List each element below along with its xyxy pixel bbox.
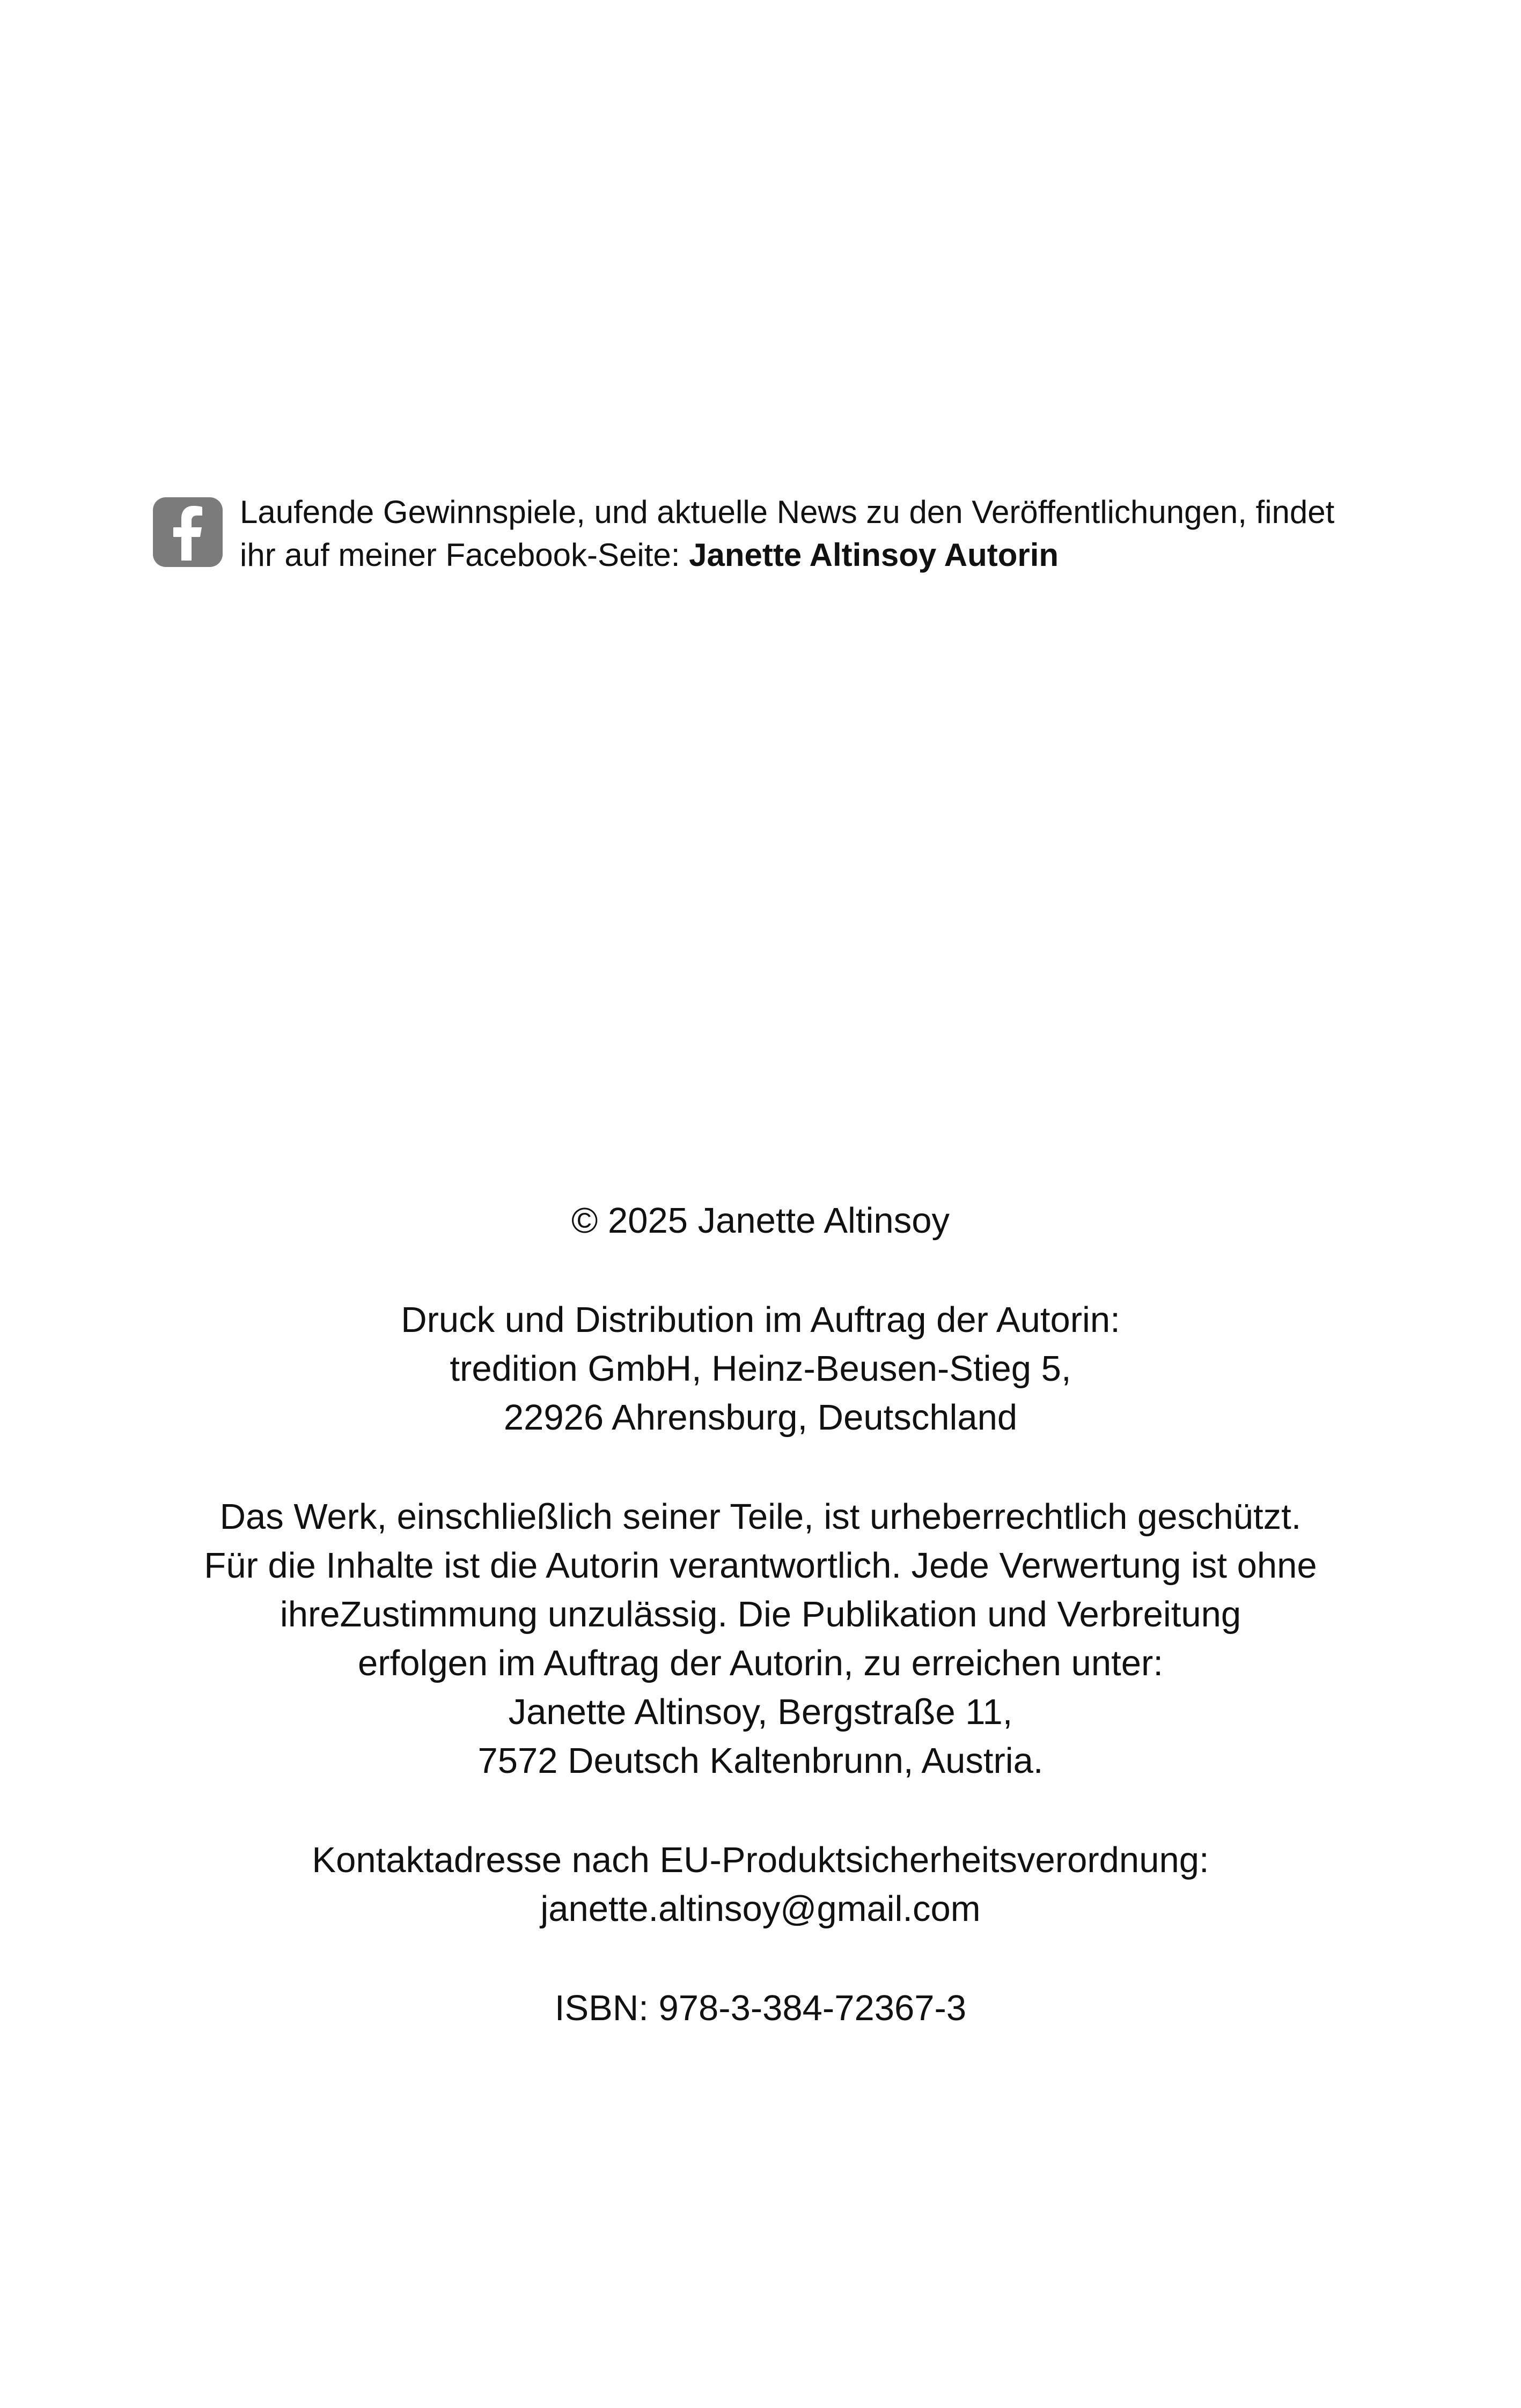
rights-line-1: Das Werk, einschließlich seiner Teile, ist urheberrechtlich geschützt. <box>219 1497 1302 1537</box>
facebook-icon <box>153 497 223 567</box>
facebook-notice-line-1: Laufende Gewinnspiele, und aktuelle News zu den Veröffentlichungen, findet <box>240 494 1335 530</box>
rights-line-2: Für die Inhalte ist die Autorin verantwortlich. Jede Verwertung ist ohne <box>204 1545 1317 1586</box>
printing-line-2: tredition GmbH, Heinz-Beusen-Stieg 5, <box>450 1349 1071 1389</box>
facebook-notice-line-2 <box>240 534 1420 577</box>
printing-line-3: 22926 Ahrensburg, Deutschland <box>503 1397 1018 1438</box>
printing-paragraph <box>0 1295 1521 1442</box>
facebook-page-name: Janette Altinsoy Autorin <box>689 537 1059 573</box>
contact-paragraph <box>0 1836 1521 1933</box>
rights-line-5: Janette Altinsoy, Bergstraße 11, <box>508 1692 1013 1732</box>
copyright-paragraph <box>0 1196 1521 1245</box>
rights-line-3: ihreZustimmung unzulässig. Die Publikation und Verbreitung <box>280 1594 1241 1634</box>
isbn-paragraph <box>0 1984 1521 2033</box>
contact-line-1: Kontaktadresse nach EU-Produktsicherheitsverordnung: <box>312 1840 1209 1880</box>
printing-line-1: Druck und Distribution im Auftrag der Autorin: <box>401 1300 1120 1340</box>
isbn-line: ISBN: 978-3-384-72367-3 <box>554 1988 967 2028</box>
imprint-block <box>0 1196 1521 2083</box>
rights-paragraph <box>0 1492 1521 1785</box>
rights-line-6: 7572 Deutsch Kaltenbrunn, Austria. <box>477 1741 1044 1781</box>
copyright-line: © 2025 Janette Altinsoy <box>571 1201 950 1241</box>
facebook-notice-text <box>240 491 1420 577</box>
facebook-notice-prefix: ihr auf meiner Facebook-Seite: <box>240 537 689 573</box>
contact-email: janette.altinsoy@gmail.com <box>540 1889 981 1929</box>
rights-line-4: erfolgen im Auftrag der Autorin, zu erreichen unter: <box>358 1643 1163 1683</box>
